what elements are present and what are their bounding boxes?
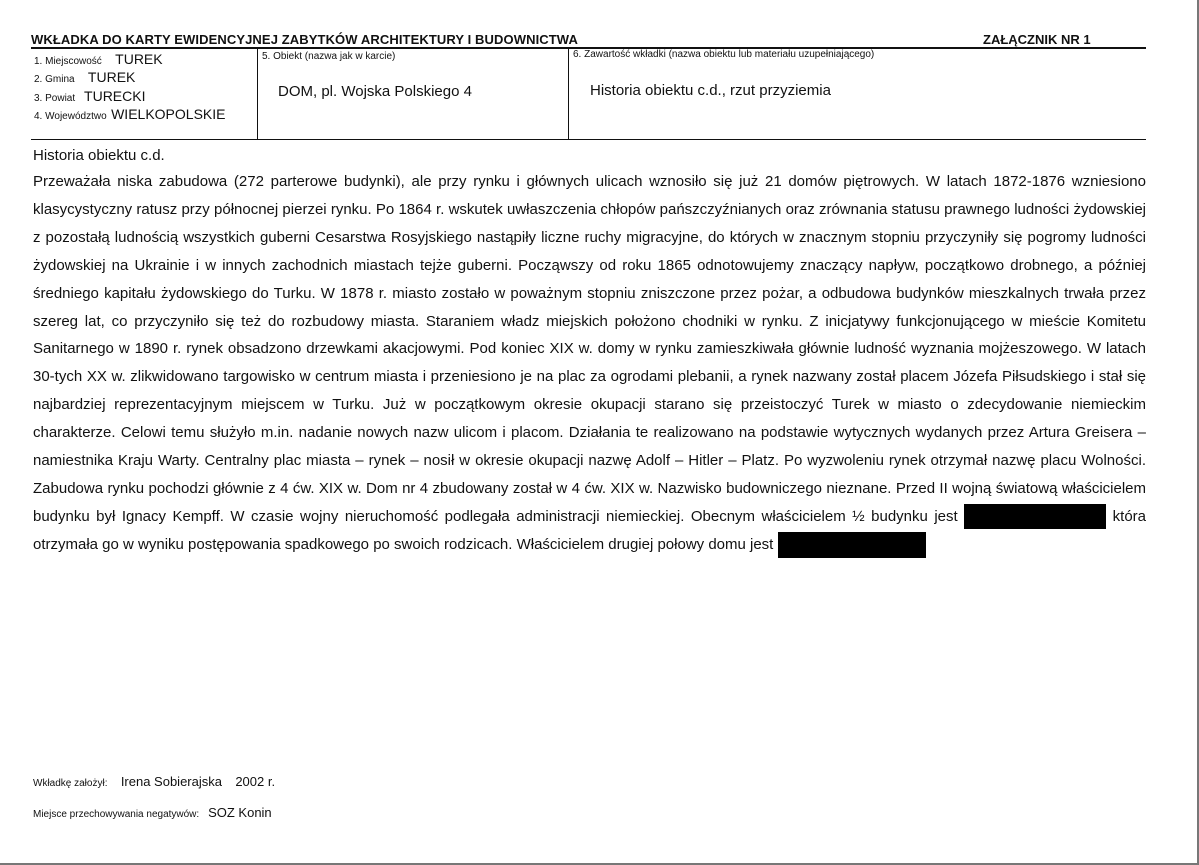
field-powiat-label: 3. Powiat <box>34 93 76 104</box>
field-powiat-value: TURECKI <box>84 88 146 104</box>
field-obiekt-value: DOM, pl. Wojska Polskiego 4 <box>278 83 472 100</box>
field-divider-2 <box>568 48 569 139</box>
field-divider-1 <box>257 48 258 139</box>
footer-author <box>33 773 275 791</box>
footer-storage-label: Miejsce przechowywania negatywów: <box>33 809 200 820</box>
field-zawartosc-label: 6. Zawartość wkładki (nazwa obiektu lub materiału uzupełniającego) <box>573 49 875 60</box>
history-text-part2: która otrzymała go w wyniku postępowania spadkowego po swoich rodzicach. Właścicielem drugiej połowy domu jest <box>33 507 1147 553</box>
field-gmina <box>34 69 135 87</box>
field-miejscowosc-value: TUREK <box>115 51 163 67</box>
footer-author-label: Wkładkę założył: <box>33 778 108 789</box>
field-gmina-value: TUREK <box>87 69 136 85</box>
footer-year: 2002 r. <box>235 774 276 789</box>
history-text-part1: Przeważała niska zabudowa (272 parterowe budynki), ale przy rynku i głównych ulicach wznosiło się już 21 domów piętrowych. W latach 1872-1876 wzniesiono klasycystyczny ratusz przy północnej pierzei rynku. Po 1864 r. wskutek uwłaszczenia chłopów pańszczyźnianych oraz zrównania statusu prawnego ludności żydowskiej z pozostałą ludnością wszystkich guberni Cesarstwa Rosyjskiego nastąpiły liczne ruchy migracyjne, do których w znacznym stopniu przyczyniły się pogromy ludności żydowskiej na Ukrainie i w innych zachodnich miastach tejże guberni. Począwszy od roku 1865 odnotowujemy znaczący napływ, początkowo drobnego, a później średniego kapitału żydowskiego do Turku. W 1878 r. miasto zostało w poważnym stopniu zniszczone przez pożar, a odbudowa budynków mieszkalnych trwała przez szereg lat, co przyczyniło się też do rozbudowy miasta. Staraniem władz miejskich położono chodniki w rynku. Z inicjatywy funkcjonującego w mieście Komitetu Sanitarnego w 1890 r. rynek obsadzono drzewkami akacjowymi. Pod koniec XIX w. domy w rynku zamieszkiwała głównie ludność wyznania mojżeszowego. W latach 30-tych XX w. zlikwidowano targowisko w centrum miasta i przeniesiono je na plac za ogrodami plebanii, a rynek nazwany został placem Józefa Piłsudskiego i stał się najbardziej reprezentacyjnym miejscem w Turku. Już w początkowym okresie okupacji starano się przeistoczyć Turek w miasto o zdecydowanie niemieckim charakterze. Celowi temu służyło m.in. nadanie nowych nazw ulicom i placom. Działania te realizowano na podstawie wytycznych wydanych przez Artura Greisera – namiestnika Kraju Warty. Centralny plac miasta – rynek – nosił w okresie okupacji nazwę Adolf – Hitler – Platz. Po wyzwoleniu rynek otrzymał nazwę placu Wolności. Zabudowa rynku pochodzi głównie z 4 ćw. XIX w. Dom nr 4 zbudowany został w 4 ćw. XIX w. Nazwisko budowniczego nieznane. Przed II wojną światową właścicielem budynku był Ignacy Kempff. W czasie wojny nieruchomość podlegała administracji niemieckiej. Obecnym właścicielem ½ budynku jest <box>33 173 1146 525</box>
field-powiat <box>34 88 145 106</box>
field-miejscowosc-label: 1. Miejscowość <box>34 56 102 67</box>
field-wojewodztwo <box>34 106 225 124</box>
field-miejscowosc <box>34 51 163 69</box>
field-zawartosc-value: Historia obiektu c.d., rzut przyziemia <box>590 82 831 99</box>
field-obiekt-label: 5. Obiekt (nazwa jak w karcie) <box>262 51 396 62</box>
field-row-rule <box>31 139 1146 140</box>
footer-author-name: Irena Sobierajska <box>120 774 222 789</box>
history-body <box>33 168 1146 559</box>
form-title: WKŁADKA DO KARTY EWIDENCYJNEJ ZABYTKÓW ARCHITEKTURY I BUDOWNICTWA <box>31 32 578 47</box>
footer-storage <box>33 804 272 822</box>
history-title: Historia obiektu c.d. <box>33 147 165 164</box>
footer-storage-value: SOZ Konin <box>208 805 272 820</box>
field-wojewodztwo-value: WIELKOPOLSKIE <box>111 106 226 122</box>
field-gmina-label: 2. Gmina <box>34 74 75 85</box>
annex-number: ZAŁĄCZNIK NR 1 <box>983 32 1091 47</box>
redaction-bar <box>964 504 1106 529</box>
field-wojewodztwo-label: 4. Województwo <box>34 111 107 122</box>
redaction-bar <box>778 532 926 558</box>
